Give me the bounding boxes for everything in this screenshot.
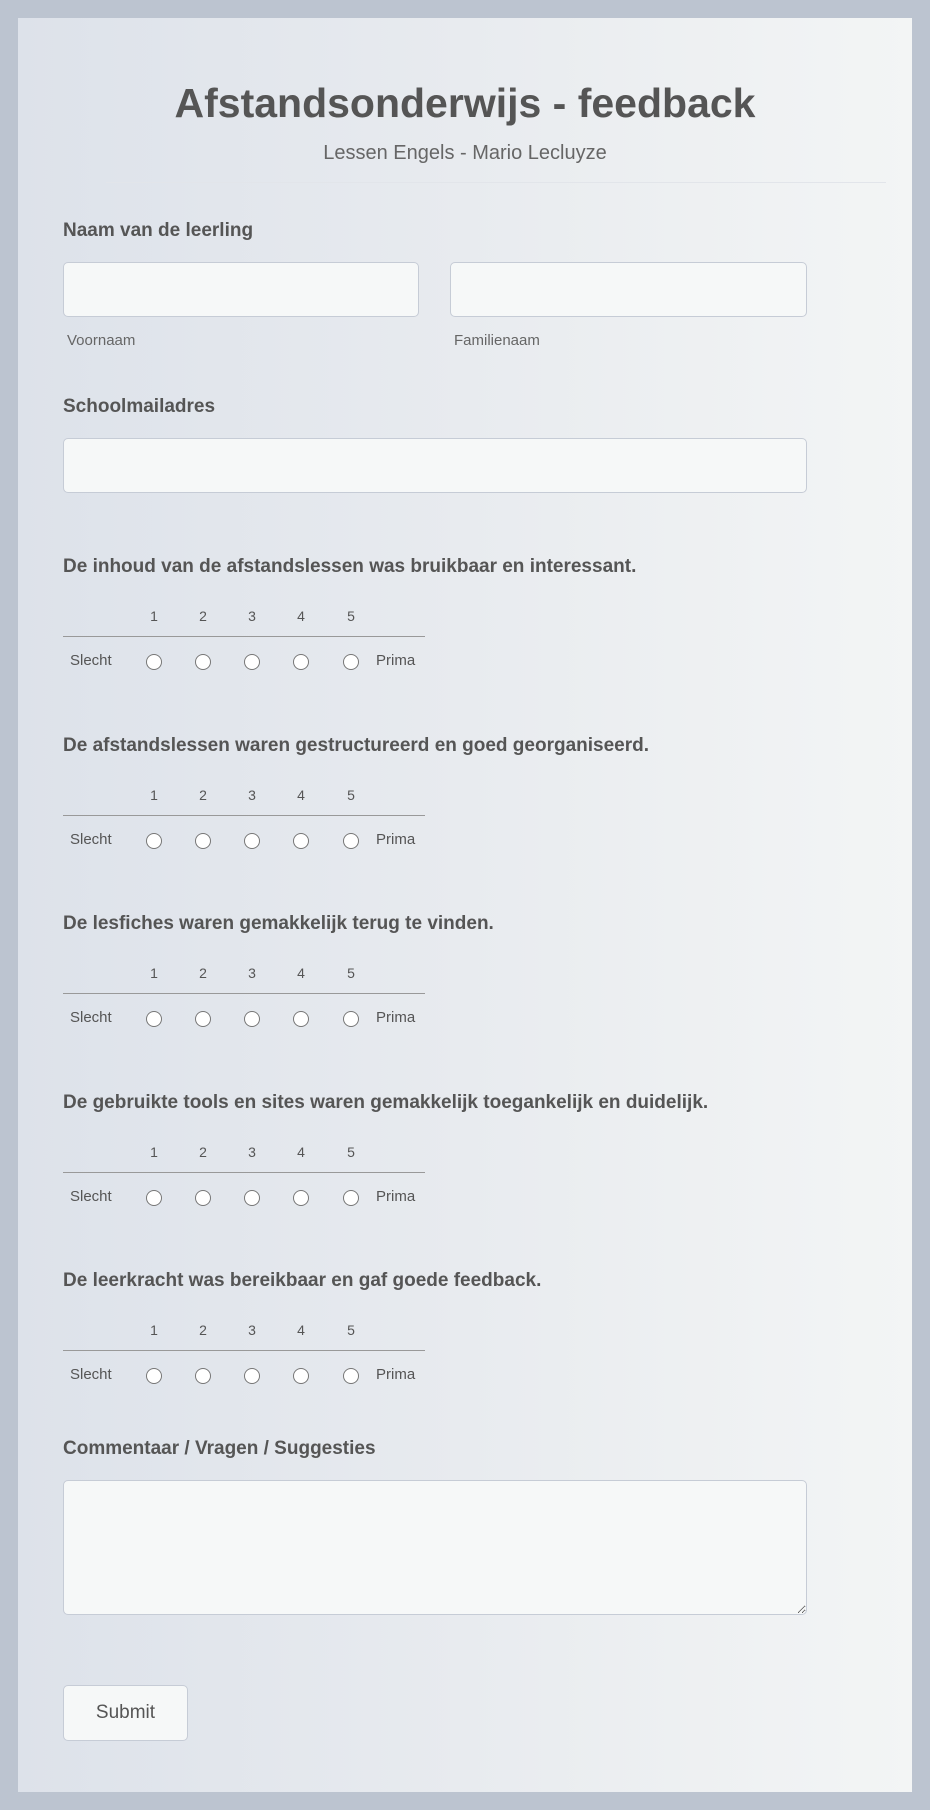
rating-radio-2[interactable] [195, 833, 211, 849]
scale-high-label: Prima [376, 1009, 416, 1026]
scale-number: 5 [347, 1143, 355, 1160]
submit-button[interactable]: Submit [63, 1685, 188, 1741]
rating-radio-4[interactable] [293, 1011, 309, 1027]
rating-radio-1[interactable] [146, 1368, 162, 1384]
question-label: De leerkracht was bereikbaar en gaf goede feedback. [63, 1270, 542, 1291]
comments-label: Commentaar / Vragen / Suggesties [63, 1438, 376, 1459]
comments-textarea[interactable] [63, 1480, 807, 1615]
scale-number: 2 [199, 608, 207, 624]
rating-radio-1[interactable] [146, 1011, 162, 1027]
rating-scale [63, 1322, 425, 1402]
rating-radio-5[interactable] [343, 654, 359, 670]
scale-number: 3 [248, 1322, 256, 1338]
rating-scale [63, 787, 425, 867]
rating-radio-3[interactable] [244, 654, 260, 670]
rating-radio-5[interactable] [343, 833, 359, 849]
rating-radio-5[interactable] [343, 1011, 359, 1027]
rating-radio-5[interactable] [343, 1190, 359, 1206]
question-label: De inhoud van de afstandslessen was bruikbaar en interessant. [63, 556, 637, 577]
scale-number: 3 [248, 608, 256, 624]
scale-high-label: Prima [376, 1187, 416, 1205]
rating-radio-4[interactable] [293, 654, 309, 670]
scale-number: 2 [199, 1143, 207, 1160]
scale-number: 2 [199, 965, 207, 981]
scale-low-label: Slecht [70, 1009, 112, 1026]
scale-number: 4 [297, 965, 305, 981]
scale-number: 3 [248, 1143, 256, 1160]
scale-number: 2 [199, 786, 207, 803]
rating-radio-2[interactable] [195, 1011, 211, 1027]
last-name-input[interactable] [450, 262, 807, 317]
scale-number: 1 [150, 786, 158, 803]
scale-number: 1 [150, 965, 158, 981]
rating-radio-1[interactable] [146, 833, 162, 849]
scale-divider [63, 815, 425, 816]
last-name-sublabel: Familienaam [454, 332, 540, 349]
scale-number: 3 [248, 786, 256, 803]
rating-radio-5[interactable] [343, 1368, 359, 1384]
rating-scale [63, 608, 425, 688]
rating-radio-3[interactable] [244, 1190, 260, 1206]
rating-radio-3[interactable] [244, 1011, 260, 1027]
scale-number: 1 [150, 1322, 158, 1338]
scale-number: 1 [150, 1143, 158, 1160]
first-name-sublabel: Voornaam [67, 332, 136, 349]
rating-radio-2[interactable] [195, 1368, 211, 1384]
scale-number: 4 [297, 608, 305, 624]
scale-high-label: Prima [376, 830, 416, 848]
scale-high-label: Prima [376, 1366, 416, 1383]
scale-low-label: Slecht [70, 1366, 112, 1383]
scale-number: 5 [347, 608, 355, 624]
rating-radio-4[interactable] [293, 1190, 309, 1206]
scale-divider [63, 1350, 425, 1351]
scale-number: 3 [248, 965, 256, 981]
rating-radio-1[interactable] [146, 1190, 162, 1206]
email-input[interactable] [63, 438, 807, 493]
name-label: Naam van de leerling [63, 220, 254, 241]
rating-scale [63, 965, 425, 1045]
form-title: Afstandsonderwijs - feedback [174, 80, 756, 126]
scale-number: 5 [347, 786, 355, 803]
scale-divider [63, 636, 425, 637]
rating-radio-2[interactable] [195, 654, 211, 670]
scale-low-label: Slecht [70, 652, 112, 669]
scale-number: 2 [199, 1322, 207, 1338]
scale-number: 4 [297, 1322, 305, 1338]
question-label: De lesfiches waren gemakkelijk terug te vinden. [63, 913, 494, 934]
scale-low-label: Slecht [70, 1187, 112, 1205]
form-card [18, 18, 912, 1792]
rating-radio-2[interactable] [195, 1190, 211, 1206]
email-label: Schoolmailadres [63, 396, 216, 417]
question-label: De afstandslessen waren gestructureerd en goed georganiseerd. [63, 734, 650, 756]
scale-low-label: Slecht [70, 830, 112, 848]
rating-radio-4[interactable] [293, 833, 309, 849]
scale-divider [63, 993, 425, 994]
scale-number: 5 [347, 1322, 355, 1338]
scale-number: 4 [297, 786, 305, 803]
question-label: De gebruikte tools en sites waren gemakkelijk toegankelijk en duidelijk. [63, 1091, 709, 1113]
scale-number: 4 [297, 1143, 305, 1160]
divider [106, 182, 886, 183]
scale-number: 5 [347, 965, 355, 981]
rating-radio-1[interactable] [146, 654, 162, 670]
form-subtitle: Lessen Engels - Mario Lecluyze [323, 142, 607, 164]
scale-divider [63, 1172, 425, 1173]
scale-high-label: Prima [376, 652, 416, 669]
rating-radio-3[interactable] [244, 1368, 260, 1384]
rating-radio-3[interactable] [244, 833, 260, 849]
scale-number: 1 [150, 608, 158, 624]
first-name-input[interactable] [63, 262, 419, 317]
rating-radio-4[interactable] [293, 1368, 309, 1384]
rating-scale [63, 1144, 425, 1224]
